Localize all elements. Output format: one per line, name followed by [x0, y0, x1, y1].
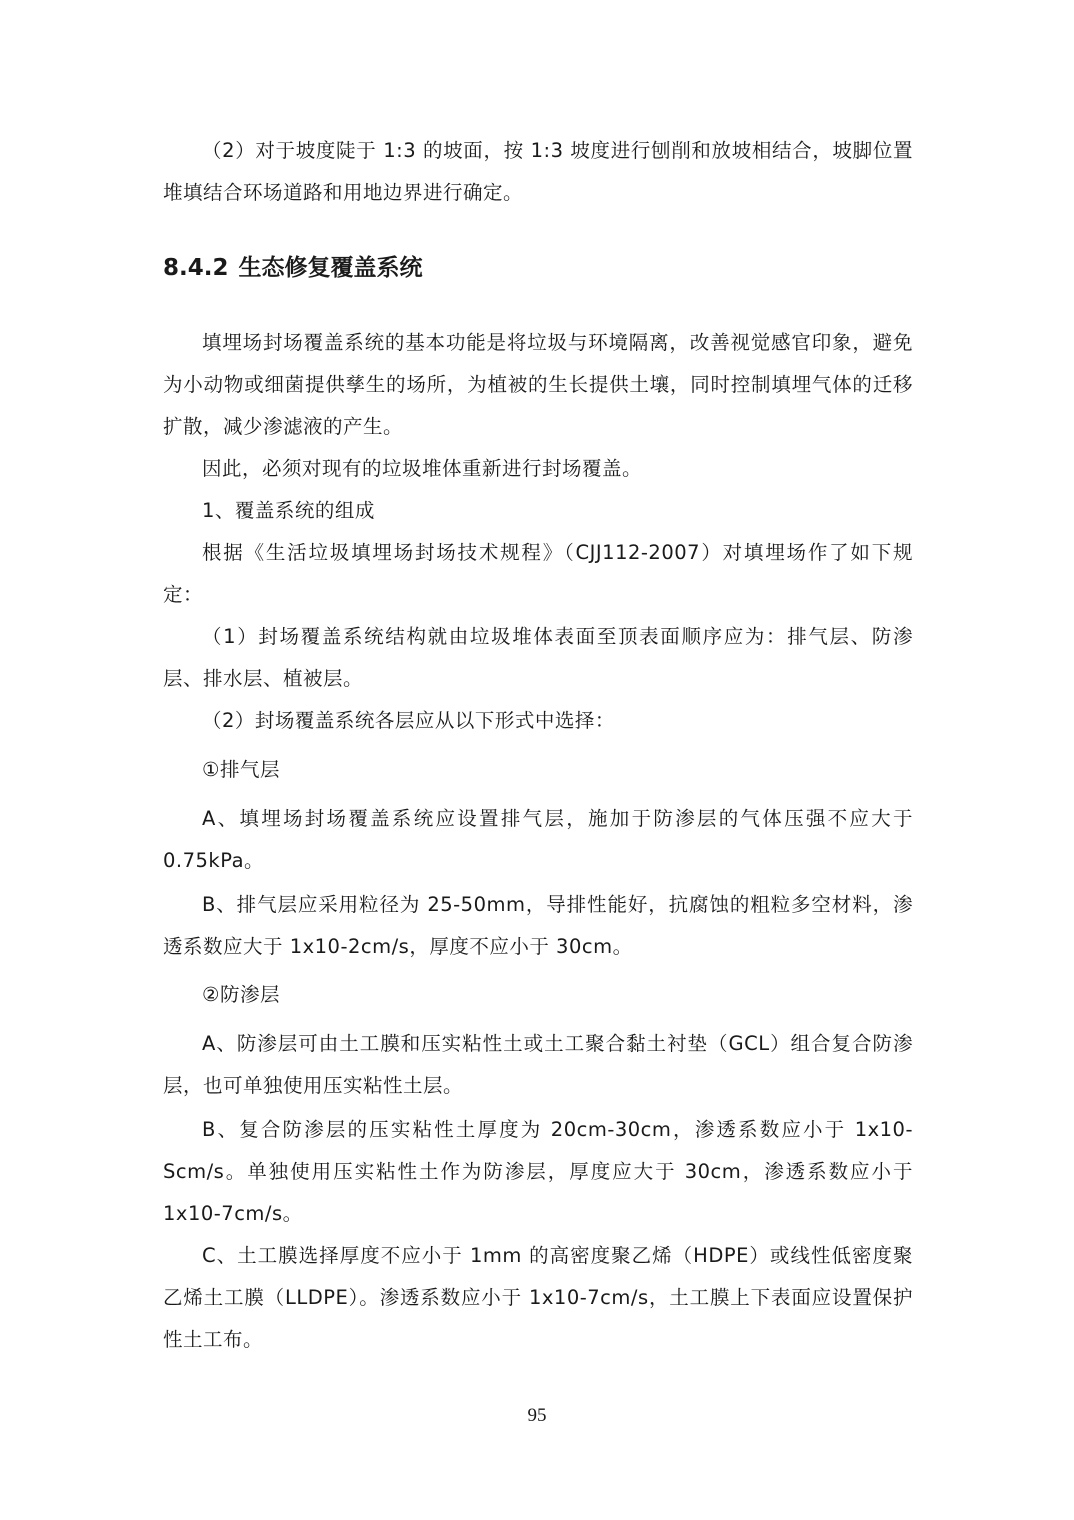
paragraph-slope-treatment: （2）对于坡度陡于 1:3 的坡面，按 1:3 坡度进行刨削和放坡相结合，坡脚位置堆填结合环场道路和用地边界进行确定。 — [163, 139, 913, 204]
paragraph-gas-vent-b: B、排气层应采用粒径为 25-50mm，导排性能好，抗腐蚀的粗粒多空材料，渗透系数应大于 1x10-2cm/s，厚度不应小于 30cm。 — [163, 893, 913, 958]
paragraph-system-composition: 1、覆盖系统的组成 — [202, 499, 375, 522]
section-heading — [163, 248, 423, 288]
paragraph-barrier-c: C、土工膜选择厚度不应小于 1mm 的高密度聚乙烯（HDPE）或线性低密度聚乙烯土工膜（LLDPE）。渗透系数应小于 1x10-7cm/s，土工膜上下表面应设置保护性土工布。 — [163, 1244, 913, 1351]
paragraph-gas-vent-a: A、填埋场封场覆盖系统应设置排气层，施加于防渗层的气体压强不应大于 0.75kPa。 — [163, 807, 913, 872]
paragraph-cover-function: 填埋场封场覆盖系统的基本功能是将垃圾与环境隔离，改善视觉感官印象，避免为小动物或细菌提供孳生的场所，为植被的生长提供土壤，同时控制填埋气体的迁移扩散，减少渗滤液的产生。 — [163, 331, 913, 438]
paragraph-barrier-a: A、防渗层可由土工膜和压实粘性土或土工聚合黏土衬垫（GCL）组合复合防渗层，也可单独使用压实粘性土层。 — [163, 1032, 913, 1097]
subheading-gas-vent-layer: ①排气层 — [202, 758, 280, 781]
paragraph-layer-selection: （2）封场覆盖系统各层应从以下形式中选择： — [202, 709, 615, 732]
page-number: 95 — [527, 1405, 547, 1426]
paragraph-regulation: 根据《生活垃圾填埋场封场技术规程》（CJJ112-2007）对填埋场作了如下规定： — [163, 541, 913, 606]
paragraph-barrier-b: B、复合防渗层的压实粘性土厚度为 20cm-30cm，渗透系数应小于 1x10-Scm/s。单独使用压实粘性土作为防渗层，厚度应大于 30cm，渗透系数应小于 1x10-7cm/s。 — [163, 1118, 913, 1225]
subheading-barrier-layer: ②防渗层 — [202, 983, 280, 1006]
section-number: 8.4.2 — [163, 255, 229, 281]
paragraph-must-cover: 因此，必须对现有的垃圾堆体重新进行封场覆盖。 — [202, 457, 643, 480]
paragraph-layer-order: （1）封场覆盖系统结构就由垃圾堆体表面至顶表面顺序应为：排气层、防渗层、排水层、植被层。 — [163, 625, 913, 690]
section-title: 生态修复覆盖系统 — [238, 255, 423, 281]
